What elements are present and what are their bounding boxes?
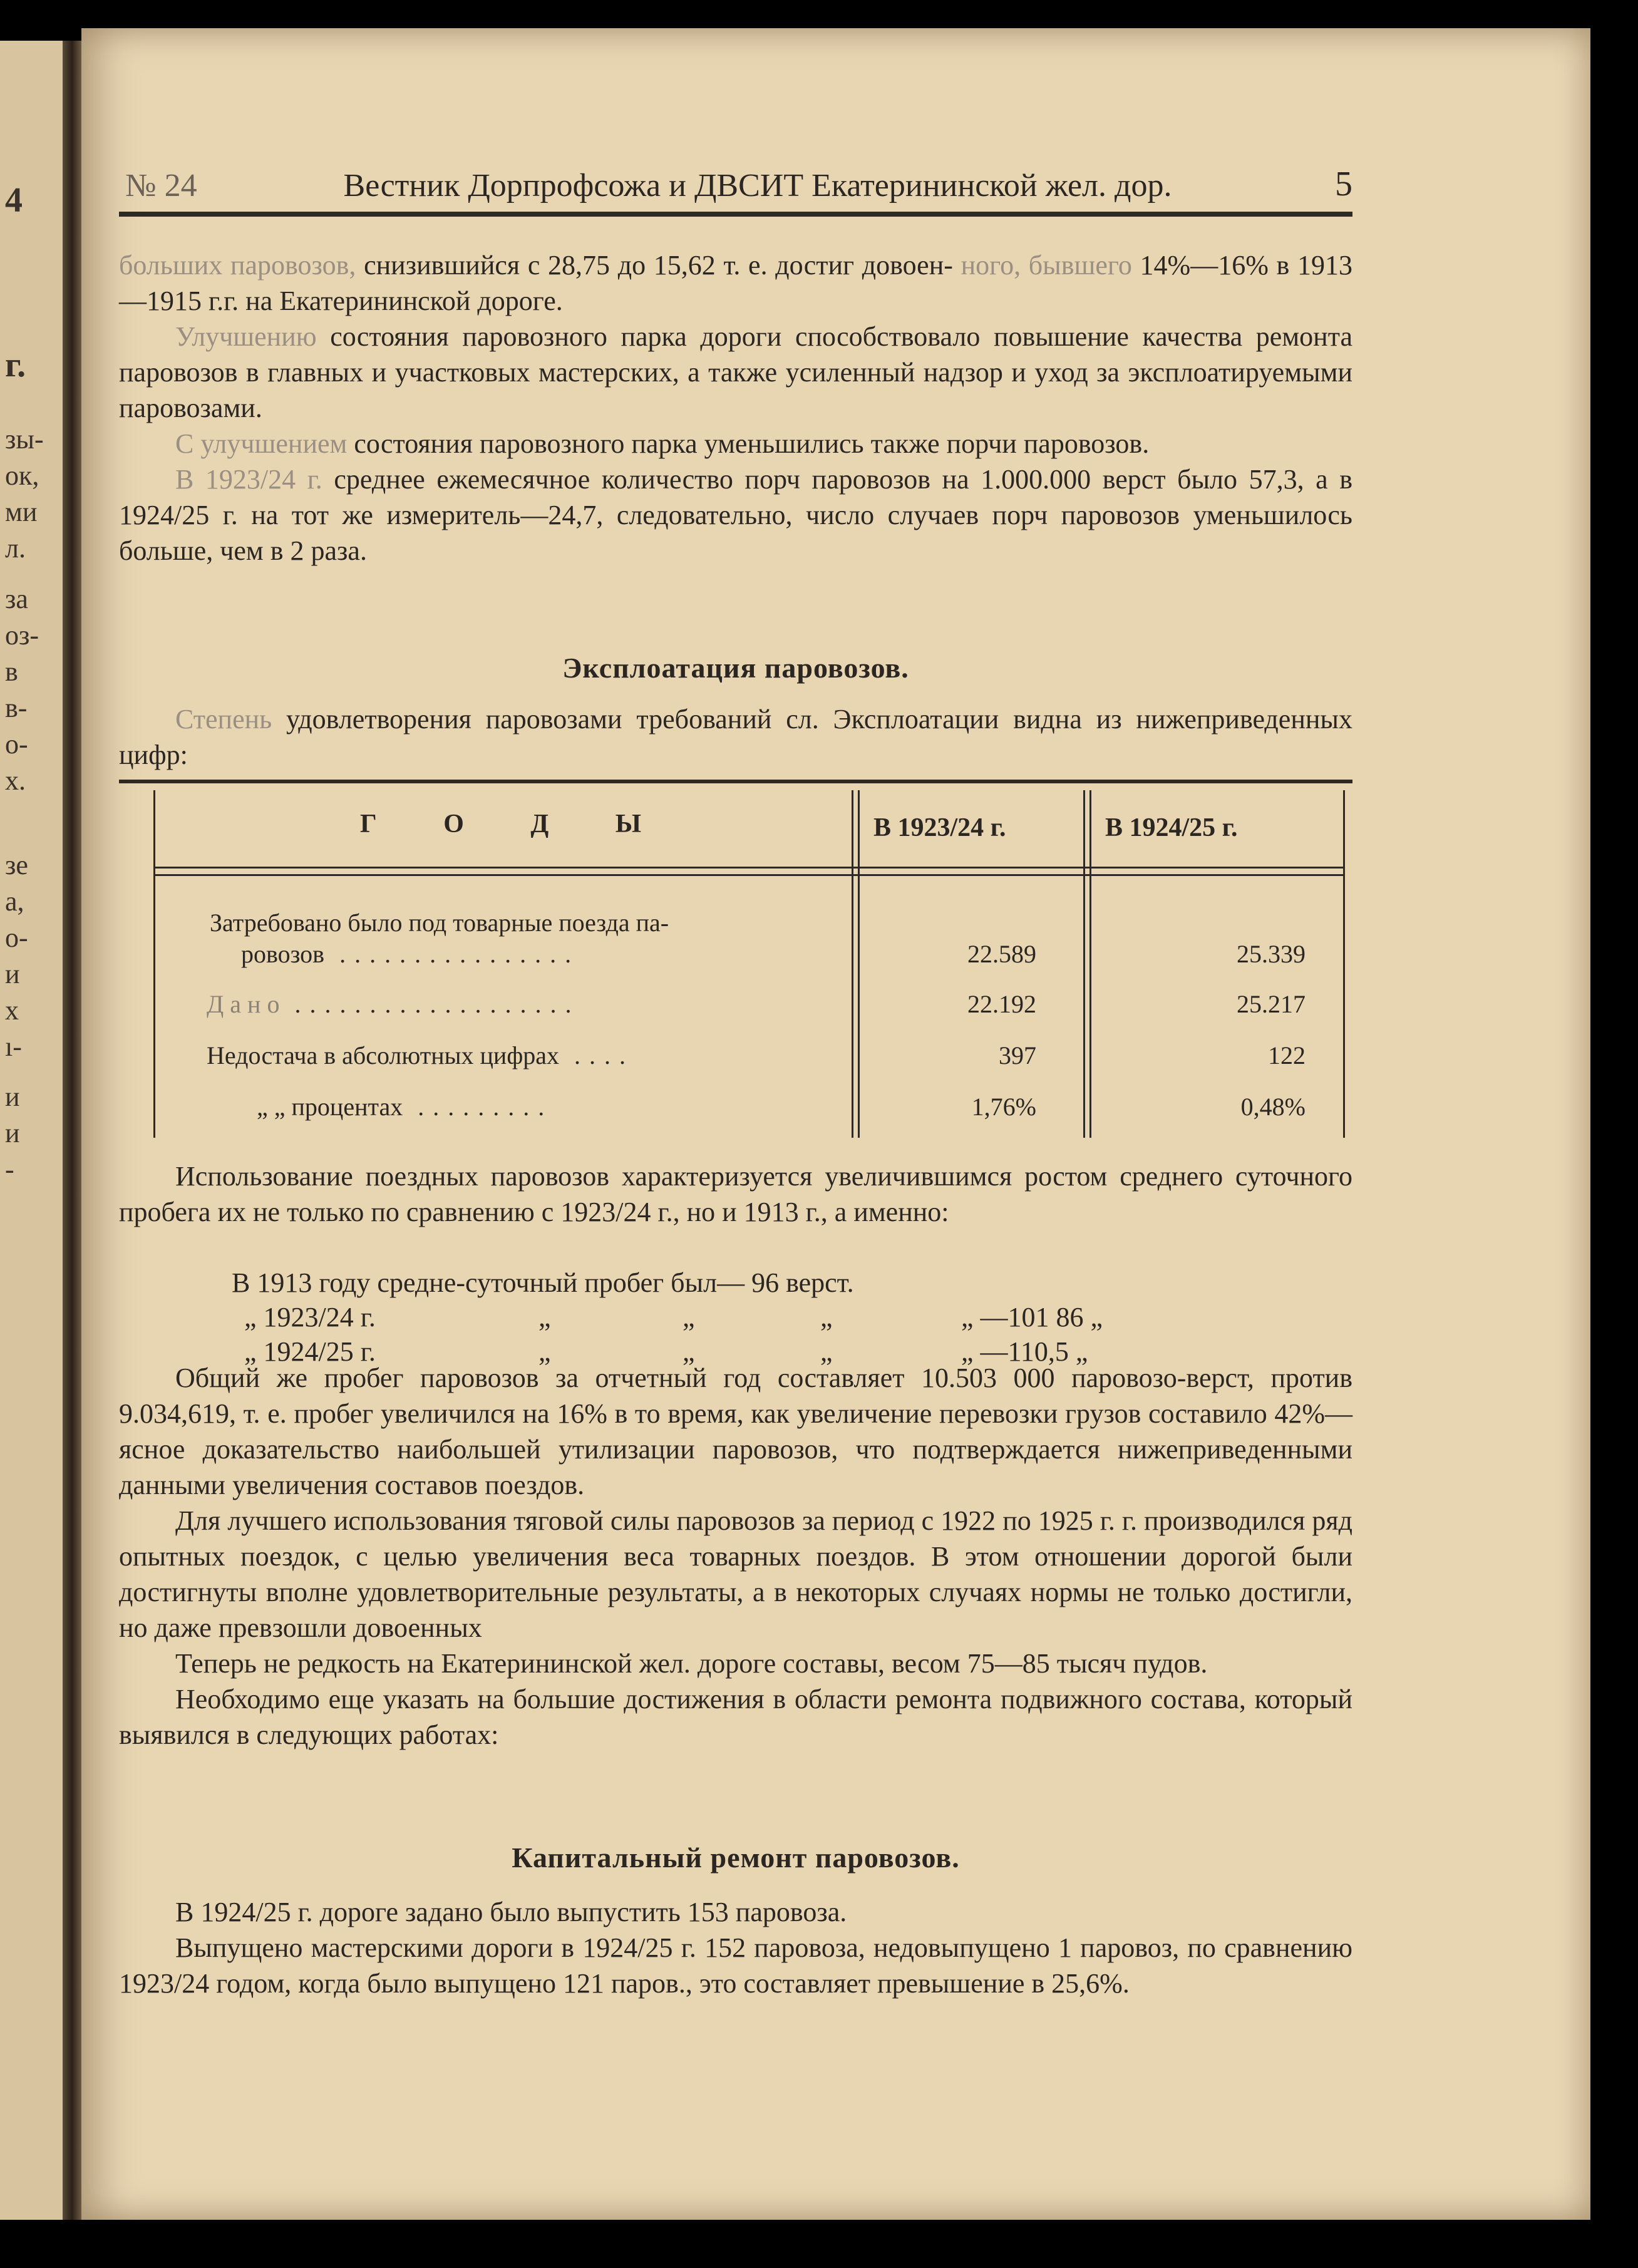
table-header-rule [153, 867, 1345, 869]
prev-fragment: зе [5, 850, 28, 880]
value-1923: 22.192 [967, 990, 1036, 1018]
header-rule [119, 212, 1352, 217]
table-border [153, 790, 155, 1138]
locomotive-table [153, 790, 1346, 1138]
value-1924: 25.217 [1237, 990, 1306, 1018]
faded-text: С улучшением [175, 428, 348, 459]
dot-leader: ................... [279, 990, 580, 1018]
table-divider [852, 790, 853, 1138]
column-header-1923: В 1923/24 г. [873, 813, 1006, 842]
issue-number: № 24 [125, 168, 197, 204]
paragraph [119, 426, 1352, 461]
row-label [207, 1041, 634, 1070]
row-label [257, 1092, 553, 1121]
ditto-mark: „ [820, 1336, 833, 1367]
prev-fragment: оз- [5, 620, 39, 651]
faded-text: больших паровозов, [119, 250, 356, 281]
row-label-text: ровозов [241, 940, 325, 968]
prev-fragment: и [5, 959, 20, 989]
prev-fragment: зы- [5, 424, 44, 455]
prev-fragment: л. [5, 533, 26, 564]
run-row-1924-value: „ —110,5 „ [961, 1336, 1088, 1367]
intro-text [119, 247, 1352, 569]
prev-fragment: о- [5, 729, 28, 760]
prev-fragment: х. [5, 765, 26, 796]
run-row-1923-value: „ —101 86 „ [961, 1302, 1103, 1332]
paragraph: Использование поездных паровозов характеризуется увеличившимся ростом среднего суточного пробега их не только по сравнению с 1923/24 г., но и 1913 г., а именно: [119, 1161, 1352, 1227]
prev-fragment: г. [5, 346, 26, 384]
paragraph: В 1924/25 г. дороге задано было выпустить 153 паровоза. [175, 1897, 847, 1927]
prev-fragment: ок, [5, 460, 39, 491]
faded-text: Степень [175, 704, 272, 735]
dot-leader: .... [559, 1041, 634, 1070]
table-border [1343, 790, 1345, 1138]
prev-fragment: ı- [5, 1031, 22, 1062]
paragraph: Общий же пробег паровозов за отчетный год составляет 10.503 000 паровозо-верст, против 9.034,619, т. е. пробег увеличился на 16% в то время, как увеличение перевозки грузов составило 42%—ясное доказательство наибольшей утилизации паровозов, что подтверждается нижеприведенными данными увеличения составов поездов. [119, 1363, 1352, 1500]
paragraph [119, 319, 1352, 426]
table-header-rule [153, 874, 1345, 876]
paragraph-text: снизившийся с 28,75 до 15,62 т. е. достиг довоен- [356, 250, 953, 281]
prev-fragment: а, [5, 886, 24, 917]
prev-fragment: - [5, 1154, 14, 1185]
ditto-mark: „ [538, 1336, 551, 1367]
dot-leader: ......... [403, 1093, 554, 1121]
book-gutter [63, 41, 81, 2220]
paragraph: Необходимо еще указать на большие достижения в области ремонта подвижного состава, который выявился в следующих работах: [119, 1684, 1352, 1750]
ditto-mark: „ [538, 1302, 551, 1332]
prev-fragment: и [5, 1118, 20, 1148]
paragraph-text: состояния паровозного парка дороги способствовало повышение качества ремонта паровозов в главных и участковых мастерских, а также усиленный надзор и уход за эксплоатируемыми паровозами. [119, 321, 1352, 423]
prev-fragment: х [5, 995, 19, 1026]
paragraph: Выпущено мастерскими дороги в 1924/25 г. 152 паровоза, недовыпущено 1 паровоз, по сравнению 1923/24 годом, когда было выпущено 121 паров., это составляет превышение в 25,6%. [119, 1932, 1352, 1999]
ditto-mark: „ [682, 1336, 695, 1367]
paragraph [119, 247, 1352, 319]
paragraph [119, 701, 1352, 773]
paragraph-text: удовлетворения паровозами требований сл. Эксплоатации видна из нижеприведенных цифр: [119, 704, 1352, 770]
run-row-1913: В 1913 году средне-суточный пробег был— 96 верст. [232, 1267, 854, 1298]
prev-fragment: 4 [5, 181, 23, 220]
ditto-mark: „ [682, 1302, 695, 1332]
dot-leader: ................ [324, 940, 580, 968]
row-label: Затребовано было под товарные поезда па- [210, 909, 669, 937]
table-top-rule [119, 780, 1352, 783]
table-divider [1089, 790, 1091, 1138]
row-label [241, 939, 580, 969]
table-divider [1083, 790, 1085, 1138]
row-label-text: Д а н о [207, 990, 280, 1018]
value-1923: 397 [999, 1041, 1036, 1070]
paragraph-text: состояния паровозного парка уменьшились также порчи паровозов. [347, 428, 1150, 459]
value-1924: 0,48% [1240, 1093, 1306, 1121]
journal-title: Вестник Дорпрофсожа и ДВСИТ Екатерининской жел. дор. [343, 168, 1172, 204]
row-label-text: Недостача в абсолютных цифрах [207, 1041, 559, 1070]
paragraph: Теперь не редкость на Екатерининской жел. дороге составы, весом 75—85 тысяч пудов. [175, 1648, 1208, 1679]
usage-text-continued [119, 1360, 1352, 1753]
section1-text [119, 701, 1352, 773]
prev-fragment: и [5, 1081, 20, 1112]
running-header [125, 164, 1352, 204]
value-1923: 22.589 [967, 940, 1036, 968]
paragraph-text: 14%—16% в 1913—1915 г.г. на Екатерининской дороге. [119, 250, 1352, 316]
run-row-1923-year: „ 1923/24 г. [244, 1302, 376, 1332]
section-heading-exploitation: Эксплоатация паровозов. [562, 652, 909, 684]
ditto-mark: „ [820, 1302, 833, 1332]
paragraph: Для лучшего использования тяговой силы паровозов за период с 1922 по 1925 г. г. производился ряд опытных поездок, с целью увеличения веса товарных поездов. В этом отношении дорогой были достигнуты вполне удовлетворительные результаты, а в некоторых случаях нормы не только достигли, но даже превзошли довоенных [119, 1505, 1352, 1643]
value-1924: 122 [1268, 1041, 1306, 1070]
value-1923: 1,76% [971, 1093, 1036, 1121]
column-header-years: Г О Д Ы [360, 810, 672, 838]
prev-fragment: о- [5, 922, 28, 953]
row-label [207, 989, 580, 1019]
value-1924: 25.339 [1237, 940, 1306, 968]
prev-fragment: ми [5, 497, 38, 527]
table-divider [858, 790, 860, 1138]
row-label-text: „ „ процентах [257, 1093, 403, 1121]
prev-fragment: в [5, 656, 18, 687]
section-heading-repair: Капитальный ремонт паровозов. [512, 1842, 960, 1874]
column-header-1924: В 1924/25 г. [1105, 813, 1238, 842]
paragraph [119, 461, 1352, 569]
faded-text: ного, бывшего [961, 250, 1132, 281]
usage-text [119, 1158, 1352, 1230]
run-row-1924-year: „ 1924/25 г. [244, 1336, 376, 1367]
prev-fragment: в- [5, 693, 28, 723]
page-number: 5 [1335, 165, 1352, 204]
faded-text: Улучшению [175, 321, 317, 352]
paragraph-text: среднее ежемесячное количество порч паровозов на 1.000.000 верст было 57,3, а в 1924/25 г. на тот же измеритель—24,7, следовательно, число случаев порч паровозов уменьшилось больше, чем в 2 раза. [119, 464, 1352, 566]
repair-text [119, 1894, 1352, 2001]
prev-fragment: за [5, 584, 28, 614]
faded-text: В 1923/24 г. [175, 464, 322, 495]
